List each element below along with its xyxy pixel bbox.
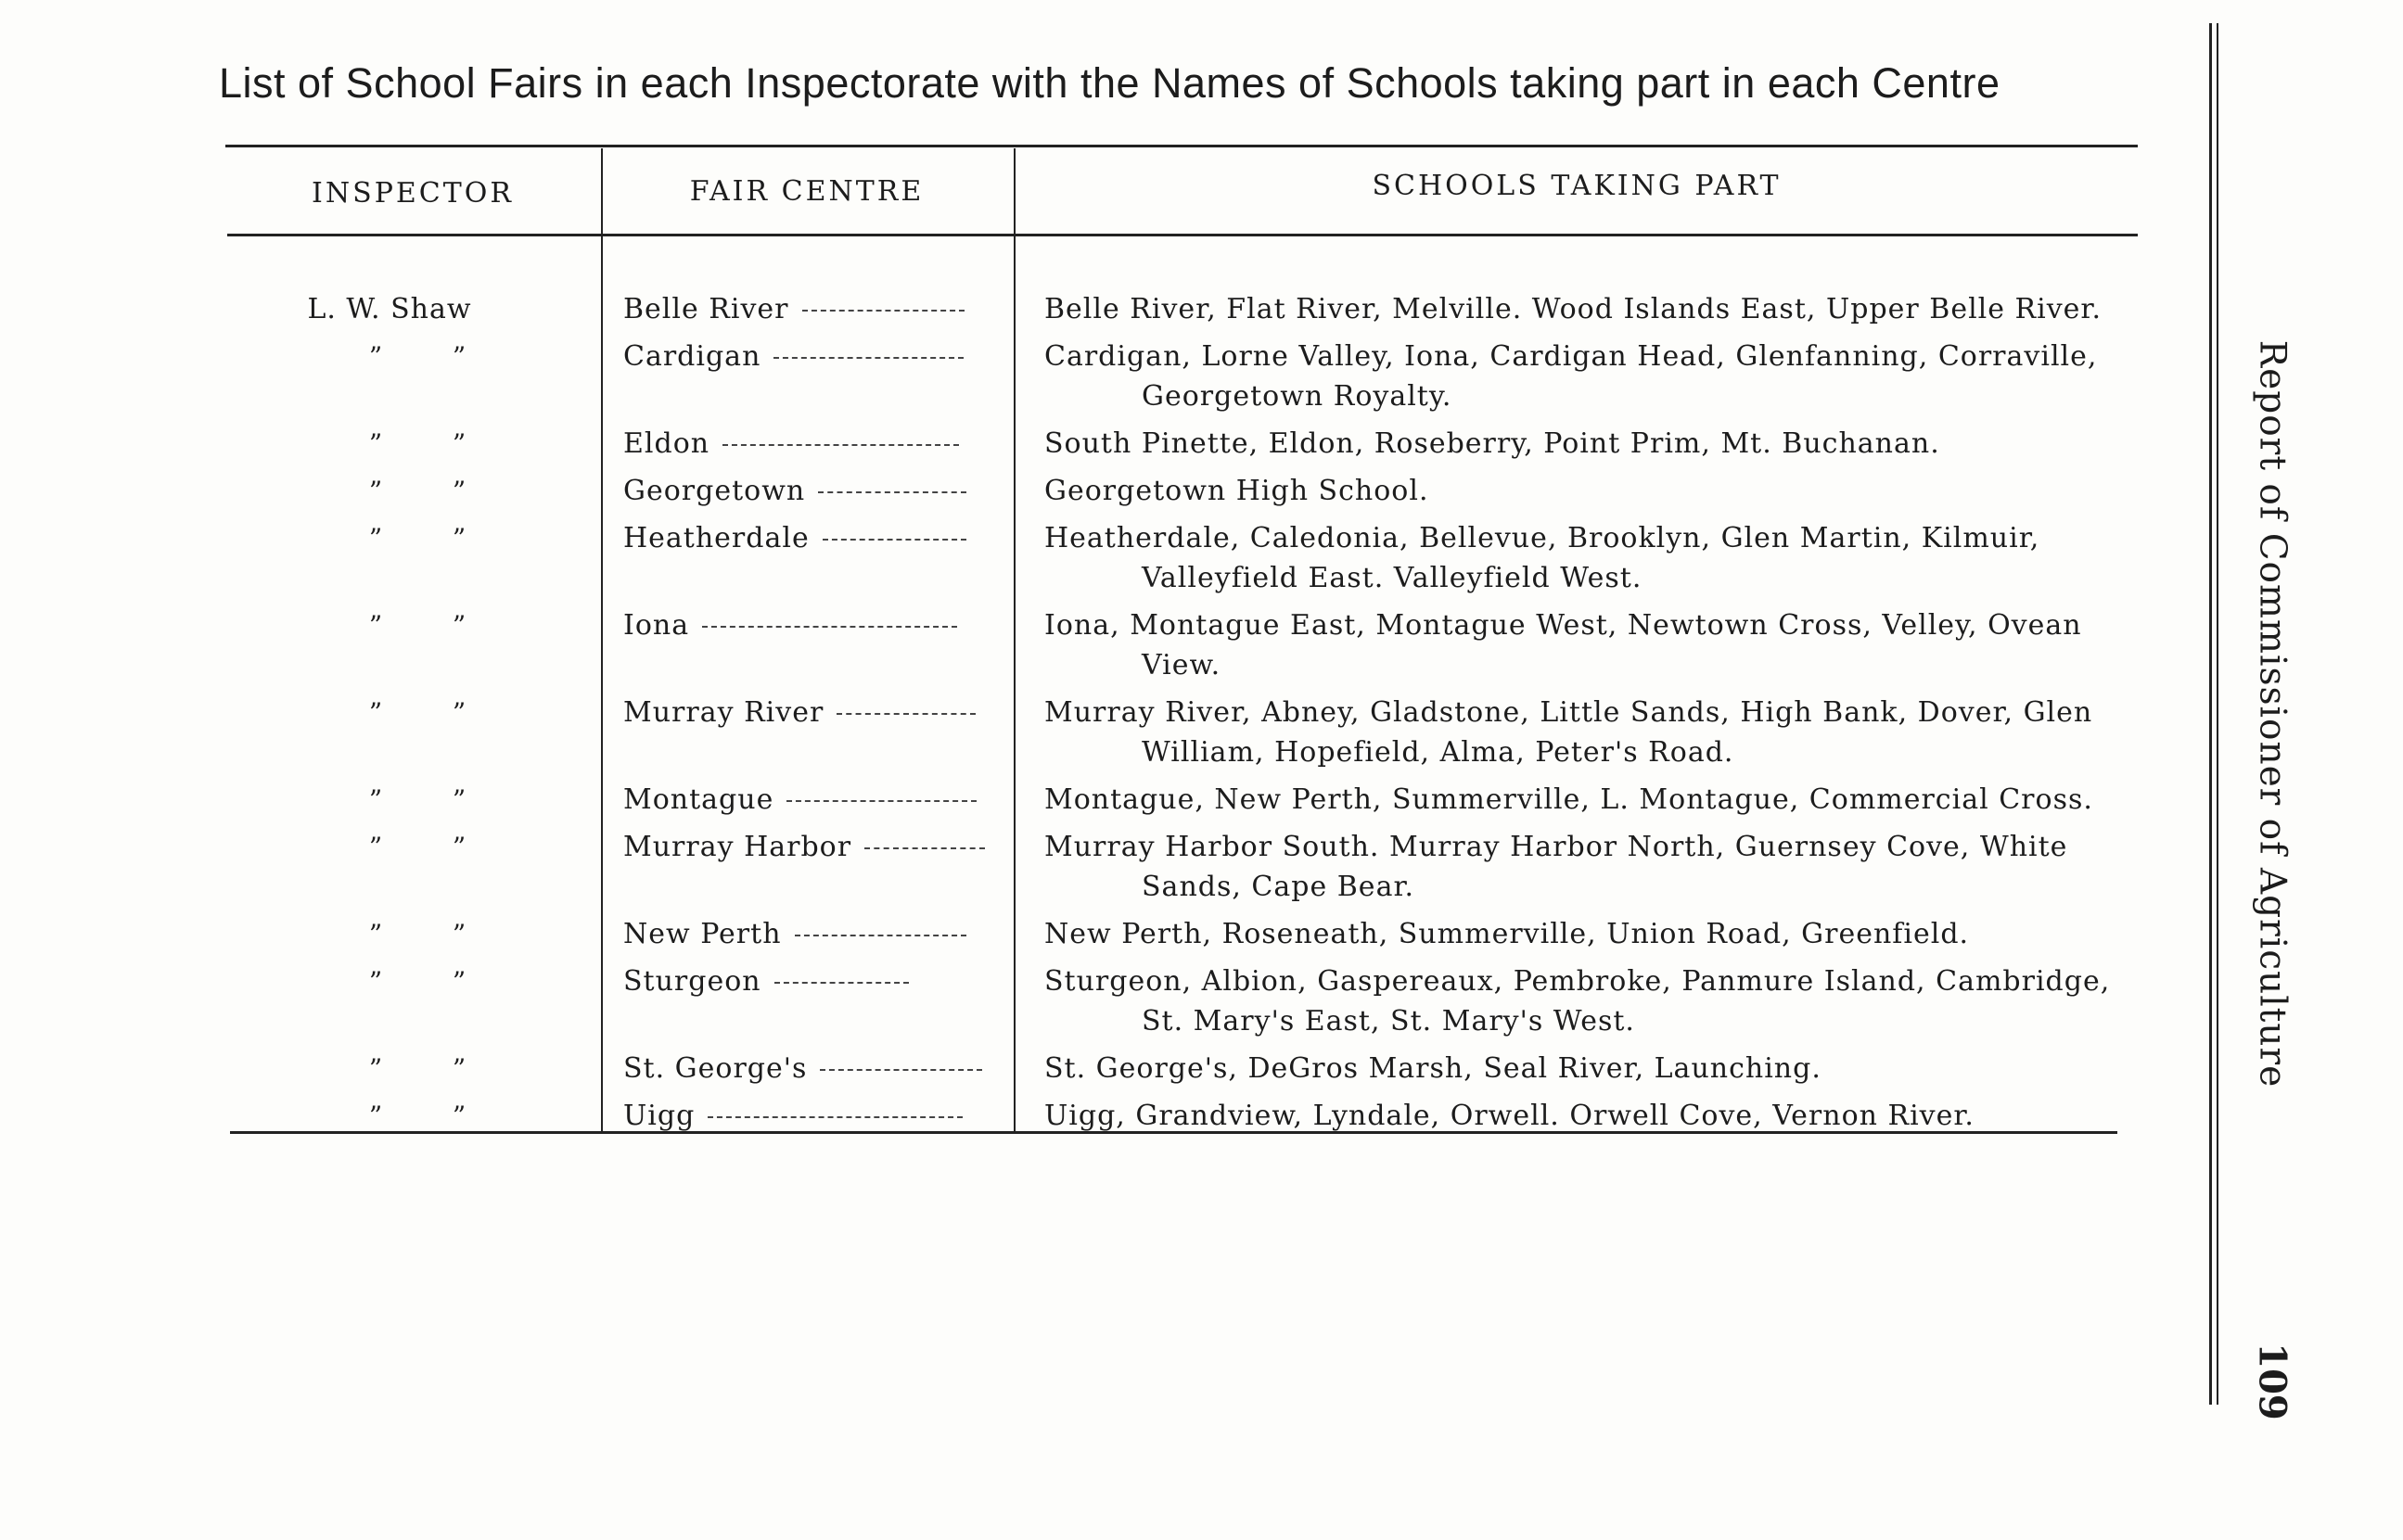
schools-cell [1031,605,2167,693]
table-row [232,1049,2167,1096]
ditto-marks: ” [368,610,383,641]
schools-list-continued: William, Hopefield, Alma, Peter's Road. [1142,736,1734,769]
fair-centre-cell [603,693,1031,780]
schools-list-continued: View. [1142,649,1221,681]
ditto-marks: ” [368,919,383,949]
fair-centre-cell [603,780,1031,827]
fair-centre-name: Murray Harbor [623,831,852,863]
table-row [232,518,2167,605]
inspector-cell [232,424,603,471]
ditto-marks: ” [452,523,467,554]
schools-cell [1031,961,2167,1049]
ditto-marks: ” [452,966,467,997]
ditto-marks: ” [368,523,383,554]
running-head: Report of Commissioner of Agriculture [2251,339,2294,1088]
schools-list: Montague, New Perth, Summerville, L. Montague, Commercial Cross. [1044,783,2093,816]
inspector-cell [232,471,603,518]
fair-centre-name: Uigg [623,1100,696,1132]
fair-centre-cell [603,337,1031,424]
schools-cell [1031,289,2167,337]
dot-leader [802,310,965,312]
fair-centre-name: Sturgeon [623,965,761,998]
ditto-marks: ” [452,919,467,949]
table-row [232,827,2167,914]
fair-centre-cell [603,424,1031,471]
schools-cell [1031,693,2167,780]
ditto-marks: ” [452,697,467,728]
table-row [232,424,2167,471]
schools-cell [1031,780,2167,827]
top-rule [225,145,2138,147]
schools-list: St. George's, DeGros Marsh, Seal River, Launching. [1044,1052,1821,1085]
schools-list: Cardigan, Lorne Valley, Iona, Cardigan Head, Glenfanning, Corraville, [1044,340,2098,373]
ditto-marks: ” [452,1053,467,1084]
dot-leader [774,982,909,984]
dot-leader [786,800,977,802]
margin-rule-inner [2217,23,2218,1405]
schools-list-continued: Georgetown Royalty. [1142,380,1452,413]
fair-centre-cell [603,1096,1031,1143]
inspector-cell [232,914,603,961]
schools-list: Iona, Montague East, Montague West, Newtown Cross, Velley, Ovean [1044,609,2082,642]
inspector-cell [232,337,603,424]
table-row [232,961,2167,1049]
schools-list: New Perth, Roseneath, Summerville, Union Road, Greenfield. [1044,918,1970,950]
ditto-marks: ” [452,341,467,372]
inspector-cell [232,289,603,337]
schools-list: Murray Harbor South. Murray Harbor North, Guernsey Cove, White [1044,831,2068,863]
ditto-marks: ” [452,1101,467,1131]
fair-centre-cell [603,961,1031,1049]
dot-leader [818,491,966,493]
schools-list: Uigg, Grandview, Lyndale, Orwell. Orwell Cove, Vernon River. [1044,1100,1975,1132]
dot-leader [864,847,985,849]
table-row [232,914,2167,961]
schools-cell [1031,471,2167,518]
table-row [232,605,2167,693]
dot-leader [773,357,964,359]
schools-cell [1031,827,2167,914]
inspector-cell [232,518,603,605]
fair-centre-name: Heatherdale [623,522,810,554]
fair-centre-cell [603,1049,1031,1096]
inspector-cell [232,1096,603,1143]
ditto-marks: ” [368,966,383,997]
schools-cell [1031,914,2167,961]
schools-cell [1031,424,2167,471]
fair-centre-cell [603,914,1031,961]
schools-list: Belle River, Flat River, Melville. Wood Islands East, Upper Belle River. [1044,293,2103,325]
ditto-marks: ” [368,476,383,506]
inspector-cell [232,780,603,827]
table-row [232,471,2167,518]
table-row [232,337,2167,424]
table-row [232,289,2167,337]
ditto-marks: ” [368,428,383,459]
schools-list-continued: Sands, Cape Bear. [1142,871,1415,903]
ditto-marks: ” [452,610,467,641]
inspector-cell [232,693,603,780]
table-row [232,1096,2167,1143]
dot-leader [820,1069,982,1071]
dot-leader [823,539,966,541]
schools-list: Heatherdale, Caledonia, Bellevue, Brooklyn, Glen Martin, Kilmuir, [1044,522,2040,554]
fair-centre-name: Eldon [623,427,710,460]
fair-centre-name: Georgetown [623,475,806,507]
dot-leader [722,444,959,446]
schools-cell [1031,1096,2167,1143]
fair-centre-cell [603,471,1031,518]
dot-leader [795,935,966,936]
fair-centre-cell [603,289,1031,337]
table-row [232,693,2167,780]
page-number: 109 [2250,1343,2294,1420]
ditto-marks: ” [452,832,467,862]
table-row [232,780,2167,827]
inspector-cell [232,1049,603,1096]
fair-centre-name: Iona [623,609,690,642]
inspector-cell [232,827,603,914]
schools-list-continued: Valleyfield East. Valleyfield West. [1142,562,1642,594]
fair-centre-name: St. George's [623,1052,808,1085]
header-schools-taking-part: SCHOOLS TAKING PART [1372,170,1782,202]
page-title: List of School Fairs in each Inspectorate with the Names of Schools taking part in each Centre [219,59,2000,107]
fair-centre-cell [603,827,1031,914]
fair-centre-name: Murray River [623,696,824,729]
schools-list: Sturgeon, Albion, Gaspereaux, Pembroke, Panmure Island, Cambridge, [1044,965,2111,998]
schools-list-continued: St. Mary's East, St. Mary's West. [1142,1005,1635,1037]
fair-centre-name: Cardigan [623,340,761,373]
ditto-marks: ” [368,784,383,815]
inspector-cell [232,961,603,1049]
fair-centre-cell [603,518,1031,605]
ditto-marks: ” [452,476,467,506]
schools-cell [1031,518,2167,605]
fair-centre-name: Belle River [623,293,789,325]
fair-centre-name: New Perth [623,918,782,950]
schools-cell [1031,337,2167,424]
ditto-marks: ” [368,697,383,728]
ditto-marks: ” [452,428,467,459]
schools-list: Murray River, Abney, Gladstone, Little Sands, High Bank, Dover, Glen [1044,696,2093,729]
dot-leader [837,713,976,715]
dot-leader [708,1116,963,1118]
fair-centre-name: Montague [623,783,774,816]
header-rule [227,234,2138,236]
inspector-cell [232,605,603,693]
ditto-marks: ” [452,784,467,815]
margin-rule-outer [2209,23,2212,1405]
dot-leader [702,626,957,628]
schools-cell [1031,1049,2167,1096]
ditto-marks: ” [368,832,383,862]
schools-list: South Pinette, Eldon, Roseberry, Point Prim, Mt. Buchanan. [1044,427,1940,460]
schools-list: Georgetown High School. [1044,475,1429,507]
ditto-marks: ” [368,1101,383,1131]
header-inspector: INSPECTOR [312,177,514,210]
inspector-name: L. W. Shaw [307,293,472,325]
ditto-marks: ” [368,1053,383,1084]
fair-centre-cell [603,605,1031,693]
school-fairs-table [232,289,2167,1143]
ditto-marks: ” [368,341,383,372]
header-fair-centre: FAIR CENTRE [689,175,925,208]
